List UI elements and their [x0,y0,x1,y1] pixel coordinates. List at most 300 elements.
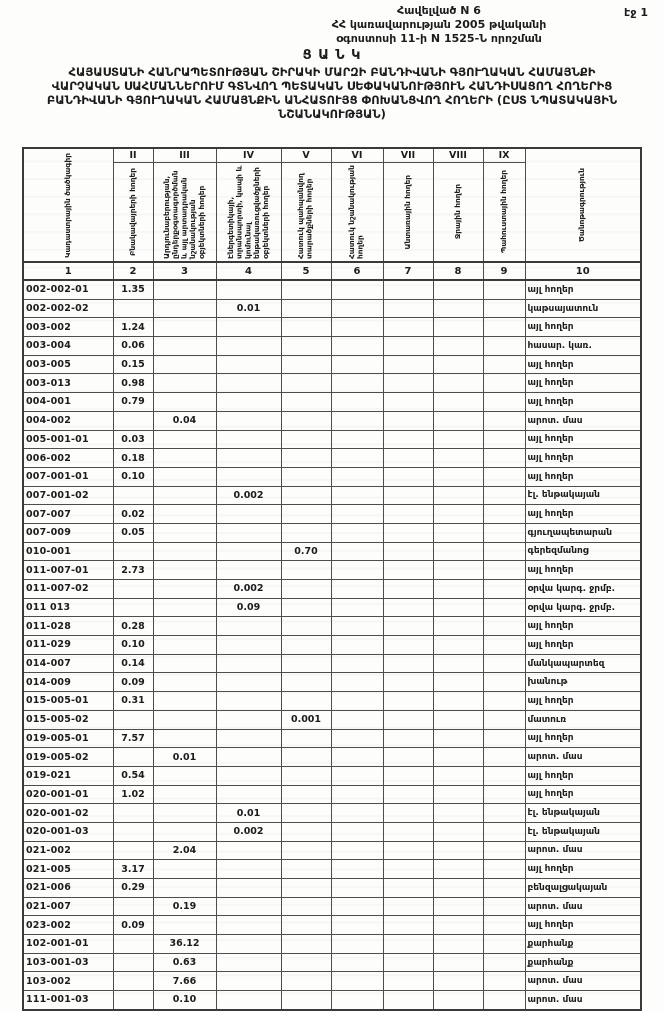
column-header-text: Ջրային հողեր [452,184,462,240]
cadastral-code-cell: 007-001-02 [23,486,113,505]
table-row [23,654,641,673]
value-cell [483,748,525,767]
value-cell [383,411,433,430]
value-cell [383,692,433,711]
value-cell [433,355,483,374]
value-cell [433,486,483,505]
column-header-text: Հատուկ պահպանվող տարածքների հողեր [296,173,314,259]
column-numeral: IX [483,148,525,163]
table-row [23,374,641,393]
value-cell [153,710,216,729]
value-cell [383,299,433,318]
value-cell [433,449,483,468]
value-cell [216,654,281,673]
table-row [23,542,641,561]
value-cell [383,505,433,524]
table-row [23,729,641,748]
value-cell [433,991,483,1010]
note-cell: այլ հողեր [525,729,641,748]
cadastral-code-cell: 003-005 [23,355,113,374]
column-number: 7 [383,262,433,280]
value-cell [216,916,281,935]
value-cell [281,393,331,412]
table-row [23,337,641,356]
value-cell [383,280,433,299]
value-cell [113,972,153,991]
value-cell: 36.12 [153,935,216,954]
value-cell [216,785,281,804]
value-cell [113,841,153,860]
value-cell [331,617,383,636]
value-cell [433,505,483,524]
value-cell: 0.18 [113,449,153,468]
value-cell: 7.66 [153,972,216,991]
value-cell [216,935,281,954]
value-cell [383,953,433,972]
value-cell [483,337,525,356]
cadastral-code-header-text: Կադաստրային ծածկագիր [62,152,72,258]
column-numeral: II [113,148,153,163]
value-cell [216,991,281,1010]
table-row [23,430,641,449]
value-cell [153,916,216,935]
column-number: 10 [525,262,641,280]
value-cell [216,523,281,542]
note-cell: այլ հողեր [525,785,641,804]
value-cell [383,729,433,748]
value-cell [483,430,525,449]
value-cell [216,692,281,711]
value-cell [483,860,525,879]
column-number: 4 [216,262,281,280]
cadastral-code-cell: 102-001-01 [23,935,113,954]
value-cell: 0.05 [113,523,153,542]
table-row [23,897,641,916]
value-cell [153,542,216,561]
value-cell [281,991,331,1010]
value-cell [153,486,216,505]
cadastral-code-cell: 011-007-01 [23,561,113,580]
value-cell [216,449,281,468]
column-numeral: VIII [433,148,483,163]
note-cell: էլ. ենթակայան [525,822,641,841]
value-cell [433,337,483,356]
table-row [23,991,641,1010]
value-cell [113,411,153,430]
appendix-line-1: Հավելված N 6 [397,4,481,17]
note-cell: արոտ. մաս [525,897,641,916]
table-row [23,355,641,374]
note-cell: այլ հողեր [525,393,641,412]
value-cell [281,935,331,954]
column-header-text: Հատուկ նշանակության հողեր [347,165,365,259]
value-cell [331,486,383,505]
column-number: 5 [281,262,331,280]
subtitle-line-2: ՎԱՐՉԱԿԱՆ ՍԱՀՄԱՆՆԵՐՈՒՄ ԳՏՆՎՈՂ ՊԵՏԱԿԱՆ ՍԵՓԱԿԱՆՈՒԹՅՈՒՆ ՀԱՆԴԻՍԱՑՈՂ ՀՈՂԵՐԻՑ [51,79,613,94]
value-cell [383,879,433,898]
note-cell: հասար. կառ. [525,337,641,356]
value-cell [153,561,216,580]
value-cell [113,804,153,823]
column-numeral: III [153,148,216,163]
column-header [383,163,433,263]
note-cell: քարհանք [525,953,641,972]
value-cell [281,337,331,356]
value-cell [153,766,216,785]
value-cell [331,580,383,599]
value-cell [113,748,153,767]
cadastral-code-cell: 011-029 [23,636,113,655]
value-cell [331,692,383,711]
value-cell [153,673,216,692]
cadastral-code-cell: 007-009 [23,523,113,542]
value-cell [281,841,331,860]
value-cell [433,542,483,561]
value-cell [383,748,433,767]
note-cell: գերեզմանոց [525,542,641,561]
table-row [23,766,641,785]
value-cell [483,523,525,542]
value-cell [433,673,483,692]
value-cell [281,374,331,393]
value-cell [483,318,525,337]
value-cell [216,467,281,486]
value-cell [433,692,483,711]
table-row [23,580,641,599]
value-cell [281,860,331,879]
value-cell [216,505,281,524]
cadastral-code-cell: 011 013 [23,598,113,617]
value-cell [331,430,383,449]
cadastral-code-cell: 007-001-01 [23,467,113,486]
value-cell [483,299,525,318]
column-number: 2 [113,262,153,280]
value-cell [483,617,525,636]
value-cell [483,729,525,748]
value-cell [113,598,153,617]
value-cell [433,654,483,673]
value-cell [153,505,216,524]
value-cell [281,355,331,374]
value-cell [153,580,216,599]
value-cell [383,785,433,804]
column-header [216,163,281,263]
value-cell [433,318,483,337]
value-cell [433,598,483,617]
value-cell [153,430,216,449]
cadastral-code-cell: 020-001-02 [23,804,113,823]
table-row [23,505,641,524]
value-cell [433,617,483,636]
value-cell [433,411,483,430]
value-cell [483,710,525,729]
value-cell: 0.002 [216,822,281,841]
value-cell [433,374,483,393]
value-cell [383,523,433,542]
value-cell [153,822,216,841]
value-cell [383,636,433,655]
value-cell [216,729,281,748]
cadastral-code-cell: 019-005-01 [23,729,113,748]
value-cell [383,393,433,412]
column-header [113,163,153,263]
value-cell [383,673,433,692]
appendix-line-2: ՀՀ կառավարության 2005 թվականի [331,17,547,31]
cadastral-code-cell: 005-001-01 [23,430,113,449]
value-cell [331,860,383,879]
value-cell [331,299,383,318]
value-cell [433,748,483,767]
value-cell [281,804,331,823]
value-cell [153,393,216,412]
column-header [433,163,483,263]
column-number: 8 [433,262,483,280]
value-cell [433,299,483,318]
value-cell [483,505,525,524]
cadastral-code-cell: 021-006 [23,879,113,898]
value-cell [113,935,153,954]
value-cell [153,860,216,879]
cadastral-code-cell: 011-007-02 [23,580,113,599]
table-row [23,299,641,318]
remark-header-text: Ծանոթագրություն [577,168,587,242]
column-header [331,163,383,263]
value-cell [483,280,525,299]
cadastral-code-cell: 002-002-01 [23,280,113,299]
cadastral-code-cell: 014-007 [23,654,113,673]
value-cell [483,542,525,561]
value-cell [433,785,483,804]
column-number: 6 [331,262,383,280]
cadastral-code-cell: 010-001 [23,542,113,561]
value-cell [216,561,281,580]
cadastral-code-cell: 019-021 [23,766,113,785]
appendix-reference [274,4,604,45]
column-header [483,163,525,263]
note-cell: այլ հողեր [525,860,641,879]
value-cell [281,598,331,617]
value-cell [483,598,525,617]
value-cell [216,280,281,299]
cadastral-code-cell: 023-002 [23,916,113,935]
column-numeral: V [281,148,331,163]
value-cell [331,337,383,356]
note-cell: արոտ. մաս [525,991,641,1010]
note-cell: գյուղապետարան [525,523,641,542]
value-cell [216,636,281,655]
value-cell: 0.63 [153,953,216,972]
value-cell: 1.35 [113,280,153,299]
value-cell: 0.09 [216,598,281,617]
column-numeral: IV [216,148,281,163]
cadastral-code-cell: 103-001-03 [23,953,113,972]
value-cell [331,393,383,412]
value-cell [331,879,383,898]
table-head [23,148,641,280]
table-row [23,972,641,991]
value-cell [483,766,525,785]
value-cell: 0.01 [216,299,281,318]
value-cell [281,766,331,785]
table-row [23,598,641,617]
value-cell [216,710,281,729]
value-cell [153,449,216,468]
table-row [23,860,641,879]
table-row [23,486,641,505]
value-cell [281,467,331,486]
value-cell [216,897,281,916]
value-cell [433,280,483,299]
value-cell [331,804,383,823]
value-cell [433,953,483,972]
value-cell [433,841,483,860]
cadastral-code-cell: 014-009 [23,673,113,692]
cadastral-code-cell: 002-002-02 [23,299,113,318]
page-number: էջ 1 [624,6,648,19]
column-header-text: Անտառային հողեր [402,174,412,250]
value-cell: 0.28 [113,617,153,636]
value-cell [153,729,216,748]
value-cell [281,654,331,673]
value-cell [153,617,216,636]
value-cell [433,467,483,486]
value-cell [281,748,331,767]
value-cell [433,523,483,542]
table-row [23,822,641,841]
appendix-line-3: օգոստոսի 11-ի N 1525-Ն որոշման [336,31,542,45]
value-cell: 0.29 [113,879,153,898]
cadastral-code-cell: 006-002 [23,449,113,468]
cadastral-code-cell: 004-001 [23,393,113,412]
table-row [23,785,641,804]
value-cell [483,953,525,972]
value-cell [383,860,433,879]
document-title: Ց Ա Ն Կ [302,48,362,64]
value-cell [331,561,383,580]
value-cell: 0.98 [113,374,153,393]
value-cell [331,822,383,841]
cadastral-code-cell: 003-004 [23,337,113,356]
note-cell: արոտ. մաս [525,841,641,860]
value-cell [113,542,153,561]
table-row [23,280,641,299]
cadastral-code-cell: 019-005-02 [23,748,113,767]
cadastral-code-cell: 020-001-01 [23,785,113,804]
value-cell [383,897,433,916]
value-cell [483,822,525,841]
cadastral-code-cell: 103-002 [23,972,113,991]
value-cell [281,729,331,748]
value-cell [433,804,483,823]
value-cell [383,580,433,599]
value-cell: 0.02 [113,505,153,524]
value-cell [483,449,525,468]
value-cell [281,617,331,636]
value-cell [483,636,525,655]
value-cell: 0.002 [216,486,281,505]
value-cell [281,972,331,991]
value-cell [153,355,216,374]
value-cell [153,804,216,823]
value-cell [483,486,525,505]
value-cell [216,841,281,860]
value-cell [483,654,525,673]
document-subtitle [14,65,650,121]
value-cell [383,486,433,505]
value-cell [216,748,281,767]
value-cell [216,972,281,991]
table-row [23,561,641,580]
value-cell [383,804,433,823]
value-cell [153,523,216,542]
value-cell [113,822,153,841]
value-cell [331,841,383,860]
value-cell [331,972,383,991]
note-cell: այլ հողեր [525,467,641,486]
value-cell [383,374,433,393]
column-numeral: VII [383,148,433,163]
value-cell [331,467,383,486]
note-cell: արոտ. մաս [525,411,641,430]
note-cell: արոտ. մաս [525,972,641,991]
value-cell [383,710,433,729]
value-cell: 0.03 [113,430,153,449]
value-cell [383,972,433,991]
value-cell [113,299,153,318]
column-header-text: Էներգետիկայի, տրանսպորտի, կապի և կոմունալ ենթակառուցվածքների օբյեկտների հողեր [225,165,270,259]
value-cell [216,879,281,898]
value-cell [216,860,281,879]
table-row [23,467,641,486]
value-cell [483,991,525,1010]
value-cell [153,879,216,898]
table-row [23,804,641,823]
value-cell [331,598,383,617]
value-cell [153,318,216,337]
value-cell [281,318,331,337]
value-cell [331,766,383,785]
value-cell: 0.54 [113,766,153,785]
value-cell [281,299,331,318]
value-cell [281,449,331,468]
value-cell: 0.001 [281,710,331,729]
table-row [23,953,641,972]
value-cell [483,355,525,374]
value-cell [483,393,525,412]
cadastral-code-cell: 021-007 [23,897,113,916]
table-row [23,411,641,430]
value-cell: 2.04 [153,841,216,860]
value-cell [383,991,433,1010]
value-cell [433,972,483,991]
value-cell: 0.01 [216,804,281,823]
value-cell [383,617,433,636]
note-cell: այլ հողեր [525,505,641,524]
value-cell [483,897,525,916]
value-cell [113,710,153,729]
column-numeral: VI [331,148,383,163]
value-cell [281,280,331,299]
value-cell [216,393,281,412]
subtitle-line-4: ՆՇԱՆԱԿՈՒԹՅԱՆ) [278,107,386,122]
value-cell [153,467,216,486]
value-cell [383,916,433,935]
value-cell [216,766,281,785]
value-cell: 0.79 [113,393,153,412]
value-cell [383,654,433,673]
table-row [23,523,641,542]
value-cell [113,953,153,972]
